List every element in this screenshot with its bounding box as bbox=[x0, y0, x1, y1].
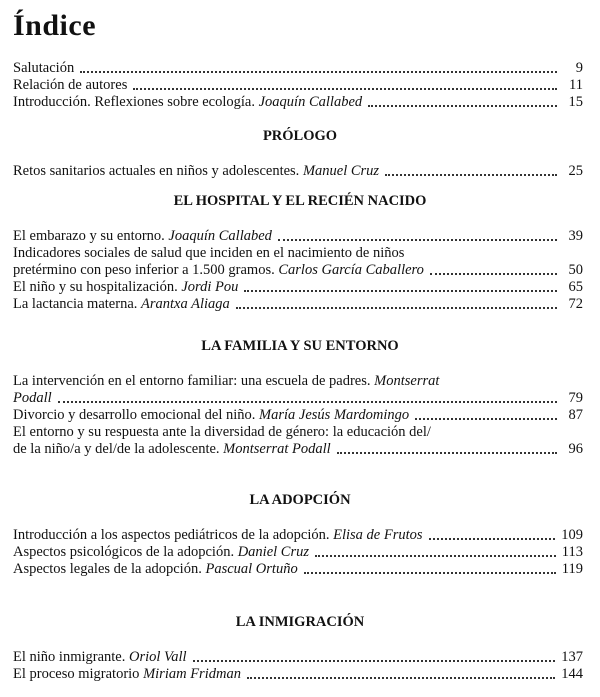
toc-entry[interactable] bbox=[13, 77, 583, 94]
entry-author: Manuel Cruz bbox=[302, 163, 380, 179]
entry-title-line1: La intervención en el entorno familiar: una escuela de padres. bbox=[13, 373, 371, 389]
dot-leader bbox=[304, 572, 556, 574]
entry-title: La lactancia materna. bbox=[13, 296, 138, 312]
page-title: Índice bbox=[13, 9, 97, 42]
page-number: 144 bbox=[561, 666, 583, 682]
dot-leader bbox=[278, 239, 557, 241]
entry-author: Jordi Pou bbox=[181, 279, 239, 295]
dot-leader bbox=[430, 273, 557, 275]
page-number: 119 bbox=[561, 561, 583, 577]
dot-leader bbox=[337, 452, 557, 454]
entry-title: Aspectos psicológicos de la adopción. bbox=[13, 544, 235, 560]
toc-entry[interactable] bbox=[13, 60, 583, 77]
page-number: 65 bbox=[568, 279, 583, 295]
entry-title: Introducción a los aspectos pediátricos de la adopción. bbox=[13, 527, 330, 543]
dot-leader bbox=[385, 174, 557, 176]
page-number: 137 bbox=[561, 649, 583, 665]
entry-title: Divorcio y desarrollo emocional del niño. bbox=[13, 407, 256, 423]
entry-author: Daniel Cruz bbox=[237, 544, 309, 560]
entry-author: Carlos García Caballero bbox=[278, 262, 424, 278]
page-number: 11 bbox=[569, 77, 583, 93]
toc-entry[interactable] bbox=[13, 94, 583, 111]
entry-title: El niño inmigrante. bbox=[13, 649, 126, 665]
entry-title: Relación de autores bbox=[13, 77, 128, 93]
toc-entry[interactable] bbox=[13, 163, 583, 180]
toc-entry[interactable] bbox=[13, 296, 583, 313]
dot-leader bbox=[429, 538, 556, 540]
page-number: 72 bbox=[568, 296, 583, 312]
dot-leader bbox=[193, 660, 556, 662]
entry-title: Salutación bbox=[13, 60, 75, 76]
entry-author: Oriol Vall bbox=[128, 649, 187, 665]
entry-title: de la niño/a y del/de la adolescente. bbox=[13, 441, 220, 457]
section-heading-prologo: PRÓLOGO bbox=[262, 128, 338, 144]
toc-entry[interactable] bbox=[13, 245, 583, 279]
entry-title: El embarazo y su entorno. bbox=[13, 228, 165, 244]
toc-entry[interactable] bbox=[13, 649, 583, 666]
toc-entry[interactable] bbox=[13, 407, 583, 424]
entry-author: Joaquín Callabed bbox=[258, 94, 363, 110]
entry-title: pretérmino con peso inferior a 1.500 gramos. bbox=[13, 262, 275, 278]
entry-author: María Jesús Mardomingo bbox=[259, 407, 410, 423]
toc-entry[interactable] bbox=[13, 279, 583, 296]
toc-entry[interactable] bbox=[13, 561, 583, 578]
page-number: 96 bbox=[568, 441, 583, 457]
dot-leader bbox=[247, 677, 555, 679]
dot-leader bbox=[368, 105, 557, 107]
page-number: 9 bbox=[575, 60, 583, 76]
entry-author: Elisa de Frutos bbox=[333, 527, 423, 543]
entry-author-line1: Montserrat bbox=[374, 373, 440, 389]
page-number: 79 bbox=[568, 390, 583, 406]
dot-leader bbox=[415, 418, 557, 420]
section-heading-hospital: EL HOSPITAL Y EL RECIÉN NACIDO bbox=[173, 193, 427, 209]
section-heading-adopcion: LA ADOPCIÓN bbox=[249, 492, 351, 508]
entry-author: Podall bbox=[13, 390, 52, 406]
page-number: 50 bbox=[568, 262, 583, 278]
toc-entry[interactable] bbox=[13, 527, 583, 544]
entry-title-line1: El entorno y su respuesta ante la diversidad de género: la educación del/ bbox=[13, 424, 431, 440]
dot-leader bbox=[80, 71, 557, 73]
entry-title: El niño y su hospitalización. bbox=[13, 279, 178, 295]
section-heading-inmigracion: LA INMIGRACIÓN bbox=[235, 614, 365, 630]
entry-author: Arantxa Aliaga bbox=[141, 296, 230, 312]
toc-entry[interactable] bbox=[13, 544, 583, 561]
page-number: 113 bbox=[561, 544, 583, 560]
dot-leader bbox=[315, 555, 556, 557]
toc-entry[interactable] bbox=[13, 373, 583, 407]
entry-title: Introducción. Reflexiones sobre ecología. bbox=[13, 94, 255, 110]
toc-entry[interactable] bbox=[13, 228, 583, 245]
entry-author: Pascual Ortuño bbox=[205, 561, 298, 577]
entry-title: Aspectos legales de la adopción. bbox=[13, 561, 202, 577]
entry-title-line1: Indicadores sociales de salud que inciden en el nacimiento de niños bbox=[13, 245, 405, 261]
section-heading-familia: LA FAMILIA Y SU ENTORNO bbox=[201, 338, 399, 354]
entry-author: Montserrat Podall bbox=[223, 441, 331, 457]
toc-entry[interactable] bbox=[13, 424, 583, 458]
entry-title: El proceso migratorio bbox=[13, 666, 140, 682]
page-number: 87 bbox=[568, 407, 583, 423]
page-number: 39 bbox=[568, 228, 583, 244]
page-number: 109 bbox=[561, 527, 583, 543]
dot-leader bbox=[58, 401, 557, 403]
page-number: 25 bbox=[568, 163, 583, 179]
toc-entry[interactable] bbox=[13, 666, 583, 683]
dot-leader bbox=[236, 307, 557, 309]
dot-leader bbox=[244, 290, 557, 292]
entry-author: Joaquín Callabed bbox=[168, 228, 272, 244]
entry-title: Retos sanitarios actuales en niños y adolescentes. bbox=[13, 163, 300, 179]
page-number: 15 bbox=[568, 94, 583, 110]
entry-author: Miriam Fridman bbox=[143, 666, 241, 682]
dot-leader bbox=[133, 88, 557, 90]
